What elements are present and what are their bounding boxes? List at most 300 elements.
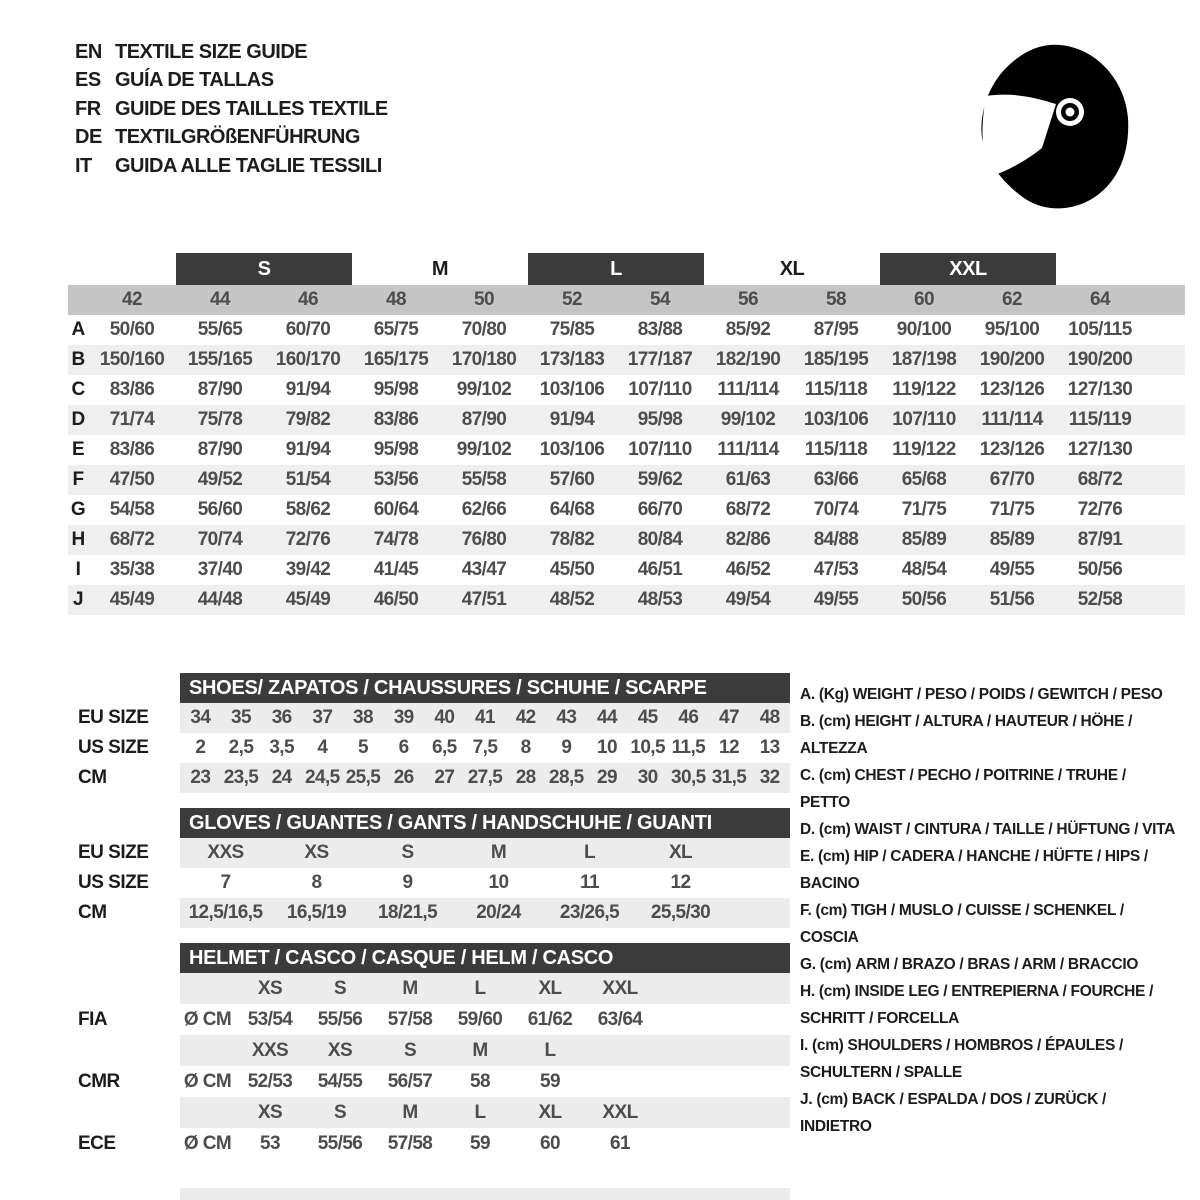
size-value-cell: 83/86 <box>109 379 155 400</box>
shoes-value-cell: 42 <box>515 707 536 728</box>
legend-key: G. <box>800 956 816 973</box>
size-value-cell: 46/50 <box>373 589 419 610</box>
shoes-value-cell: 10,5 <box>630 737 665 758</box>
shoes-size-section <box>68 673 790 793</box>
size-value-cell: 49/55 <box>989 559 1035 580</box>
size-value-cell: 60/64 <box>373 499 419 520</box>
legend-key: F. <box>800 902 812 919</box>
language-title: GUIDA ALLE TAGLIE TESSILI <box>115 154 382 177</box>
helmet-value-cell: 54/55 <box>317 1070 363 1092</box>
measurement-row-f <box>68 465 1185 495</box>
size-value-cell: 85/89 <box>901 529 947 550</box>
legend-key: D. <box>800 821 815 838</box>
helmet-value-cell <box>585 1035 655 1066</box>
size-value-cell: 84/88 <box>813 529 859 550</box>
helmet-row-values <box>180 1097 790 1128</box>
size-value-cell: 50/56 <box>901 589 947 610</box>
measurement-row-c <box>68 375 1185 405</box>
size-value-cell: 47/50 <box>109 469 155 490</box>
helmet-size-rows <box>68 973 790 1159</box>
diameter-label: Ø CM <box>183 1008 232 1030</box>
shoes-value-cell: 27,5 <box>467 767 503 788</box>
legend-item-c <box>800 762 1182 816</box>
size-value-cell: 187/198 <box>891 349 957 370</box>
gloves-row-values <box>180 868 790 898</box>
size-value-cell: 91/94 <box>285 439 331 460</box>
helmet-value-cell: 61/62 <box>527 1008 573 1030</box>
language-title-list <box>75 38 388 181</box>
shoes-value-cell: 45 <box>637 707 658 728</box>
size-value-cell: 83/86 <box>373 409 419 430</box>
size-value-cell: 103/106 <box>539 379 605 400</box>
helmet-value-cell: 56/57 <box>387 1070 433 1092</box>
legend-item-j <box>800 1086 1182 1140</box>
size-value-cell: 127/130 <box>1067 379 1133 400</box>
legend-item-d <box>800 816 1182 843</box>
size-column-header: 60 <box>914 289 934 310</box>
shoes-value-cell: 24 <box>271 767 292 788</box>
size-value-cell: 70/74 <box>197 529 243 550</box>
row-letter: C <box>71 379 85 400</box>
size-value-cell: 76/80 <box>461 529 507 550</box>
size-value-cell: 49/52 <box>197 469 243 490</box>
standard-label <box>68 1035 180 1066</box>
measurement-row-i <box>68 555 1185 585</box>
size-group-label-s: S <box>176 253 352 285</box>
legend-unit: (cm) <box>818 713 851 730</box>
helmet-value-cell: L <box>544 1039 556 1061</box>
size-value-cell: 95/98 <box>637 409 683 430</box>
size-value-cell: 95/98 <box>373 439 419 460</box>
shoes-value-cell: 43 <box>556 707 577 728</box>
helmet-value-cell: 53 <box>260 1132 280 1154</box>
size-value-cell: 55/65 <box>197 319 243 340</box>
size-value-cell: 71/75 <box>989 499 1035 520</box>
language-row <box>75 67 388 96</box>
gloves-value-cell: 20/24 <box>476 902 521 923</box>
size-value-cell: 185/195 <box>803 349 869 370</box>
gloves-row-values <box>180 898 790 928</box>
size-column-header: 52 <box>562 289 582 310</box>
size-value-cell: 111/114 <box>717 379 779 400</box>
row-letter: I <box>75 559 81 580</box>
shoes-value-cell: 13 <box>759 737 780 758</box>
shoes-value-cell: 12 <box>719 737 739 758</box>
legend-key: B. <box>800 713 815 730</box>
helmet-sizes-row <box>68 973 790 1004</box>
size-value-cell: 127/130 <box>1067 439 1133 460</box>
shoes-value-cell: 26 <box>393 767 414 788</box>
diameter-label <box>180 1097 235 1128</box>
size-value-cell: 165/175 <box>363 349 429 370</box>
size-value-cell: 64/68 <box>549 499 595 520</box>
size-value-cell: 111/114 <box>981 409 1043 430</box>
corner-cell <box>68 285 88 315</box>
size-value-cell: 99/102 <box>456 379 512 400</box>
size-value-cell: 87/91 <box>1077 529 1123 550</box>
size-value-cell: 75/85 <box>549 319 595 340</box>
language-title: GUIDE DES TAILLES TEXTILE <box>115 97 388 120</box>
helmet-value-cell: 55/56 <box>317 1008 363 1030</box>
legend-text: HEIGHT / ALTURA / HAUTEUR / HÖHE / ALTEZZA <box>800 713 1133 757</box>
gloves-section-title: GLOVES / GUANTES / GANTS / HANDSCHUHE / GUANTI <box>180 808 790 838</box>
helmet-value-cell: XL <box>538 1101 562 1123</box>
gloves-value-cell: L <box>583 842 595 863</box>
standard-label: ECE <box>78 1132 116 1154</box>
size-value-cell: 68/72 <box>109 529 155 550</box>
gloves-value-cell: 8 <box>311 872 322 893</box>
row-letter: F <box>72 469 84 490</box>
size-value-cell: 71/74 <box>109 409 155 430</box>
language-row <box>75 152 388 181</box>
legend-item-e <box>800 843 1182 897</box>
language-code: ES <box>75 69 101 92</box>
size-column-header: 50 <box>474 289 494 310</box>
helmet-value-cell: S <box>403 1039 417 1061</box>
helmet-row-values <box>180 1035 790 1066</box>
shoes-row <box>68 733 790 763</box>
helmet-section-title: HELMET / CASCO / CASQUE / HELM / CASCO <box>180 943 790 973</box>
helmet-value-cell: 61 <box>610 1132 630 1154</box>
shoes-value-cell: 11,5 <box>671 737 706 758</box>
measurement-row-e <box>68 435 1185 465</box>
size-value-cell: 82/86 <box>725 529 771 550</box>
legend-unit: (cm) <box>812 1037 844 1054</box>
size-column-header: 46 <box>298 289 318 310</box>
size-column-header: 56 <box>738 289 758 310</box>
helmet-value-cell: 57/58 <box>387 1008 433 1030</box>
standard-label: CMR <box>78 1070 120 1092</box>
shoes-size-rows <box>68 703 790 793</box>
helmet-row-values <box>180 973 790 1004</box>
size-group-label-xl: XL <box>779 257 805 280</box>
size-group-label-l: L <box>528 253 704 285</box>
size-value-cell: 47/51 <box>461 589 507 610</box>
language-row <box>75 38 388 67</box>
gloves-row <box>68 838 790 868</box>
language-title: GUÍA DE TALLAS <box>115 69 274 92</box>
size-value-cell: 103/106 <box>803 409 869 430</box>
size-value-cell: 66/70 <box>637 499 683 520</box>
size-value-cell: 70/80 <box>461 319 507 340</box>
helmet-size-section <box>68 943 790 1159</box>
size-value-cell: 107/110 <box>628 439 692 460</box>
legend-unit: (cm) <box>819 956 852 973</box>
legend-unit: (cm) <box>818 821 851 838</box>
size-value-cell: 48/54 <box>901 559 947 580</box>
gloves-size-section <box>68 808 790 928</box>
size-value-cell: 91/94 <box>549 409 595 430</box>
helmet-value-cell: S <box>333 977 347 999</box>
shoes-value-cell: 30,5 <box>671 767 706 788</box>
size-value-cell: 49/54 <box>725 589 771 610</box>
standard-label <box>68 973 180 1004</box>
size-value-cell: 48/52 <box>549 589 595 610</box>
gloves-value-cell: XXS <box>207 842 244 863</box>
size-group-band <box>68 253 1185 285</box>
shoes-value-cell: 27 <box>434 767 455 788</box>
legend-key: E. <box>800 848 815 865</box>
row-letter: E <box>71 439 85 460</box>
size-column-header: 44 <box>210 289 230 310</box>
size-value-cell: 59/62 <box>637 469 683 490</box>
size-value-cell: 83/86 <box>109 439 155 460</box>
legend-item-g <box>800 951 1182 978</box>
size-value-cell: 119/122 <box>892 379 956 400</box>
helmet-value-cell: L <box>474 977 486 999</box>
size-value-cell: 83/88 <box>637 319 683 340</box>
measurement-row-a <box>68 315 1185 345</box>
legend-key: C. <box>800 767 815 784</box>
shoes-value-cell: 34 <box>190 707 211 728</box>
size-value-cell: 57/60 <box>549 469 595 490</box>
size-value-cell: 65/68 <box>901 469 947 490</box>
size-number-row <box>68 285 1185 315</box>
size-value-cell: 173/183 <box>539 349 605 370</box>
shoes-value-cell: 4 <box>317 737 328 758</box>
gloves-value-cell: M <box>490 842 507 863</box>
size-value-cell: 68/72 <box>725 499 771 520</box>
size-value-cell: 155/165 <box>187 349 253 370</box>
gloves-value-cell: 7 <box>220 872 231 893</box>
size-group-label-xxl: XXL <box>880 253 1056 285</box>
legend-text: WAIST / CINTURA / TAILLE / HÜFTUNG / VITA <box>854 821 1176 838</box>
shoes-value-cell: 30 <box>637 767 658 788</box>
legend-unit: (cm) <box>815 902 847 919</box>
shoes-value-cell: 8 <box>520 737 531 758</box>
size-value-cell: 37/40 <box>197 559 243 580</box>
legend-item-i <box>800 1032 1182 1086</box>
legend-text: SHOULDERS / HOMBROS / ÉPAULES / SCHULTERN / SPALLE <box>800 1037 1124 1081</box>
size-value-cell: 182/190 <box>715 349 781 370</box>
helmet-value-cell: M <box>402 977 418 999</box>
shoes-row <box>68 703 790 733</box>
shoes-row-values <box>180 733 790 763</box>
size-value-cell: 99/102 <box>456 439 512 460</box>
shoes-value-cell: 46 <box>678 707 699 728</box>
helmet-standard-row-ece <box>68 1128 790 1159</box>
size-value-cell: 80/84 <box>637 529 683 550</box>
size-value-cell: 45/49 <box>109 589 155 610</box>
size-column-header: 64 <box>1090 289 1110 310</box>
size-value-cell: 87/90 <box>197 439 243 460</box>
bottom-gray-strip <box>180 1188 790 1200</box>
legend-text: CHEST / PECHO / POITRINE / TRUHE / PETTO <box>800 767 1126 811</box>
size-value-cell: 78/82 <box>549 529 595 550</box>
size-value-cell: 53/56 <box>373 469 419 490</box>
helmet-value-cell: XXS <box>251 1039 289 1061</box>
gloves-value-cell: XS <box>304 842 329 863</box>
measurement-legend <box>800 681 1182 1140</box>
side-label: CM <box>78 902 107 923</box>
size-value-cell: 45/49 <box>285 589 331 610</box>
size-value-cell: 72/76 <box>1077 499 1123 520</box>
size-value-cell: 39/42 <box>285 559 331 580</box>
size-value-cell: 46/51 <box>637 559 683 580</box>
helmet-value-cell: M <box>402 1101 418 1123</box>
shoes-value-cell: 2 <box>195 737 206 758</box>
measurement-row-b <box>68 345 1185 375</box>
language-title: TEXTILE SIZE GUIDE <box>115 40 308 63</box>
size-value-cell: 170/180 <box>451 349 517 370</box>
shoes-value-cell: 38 <box>353 707 373 728</box>
shoes-value-cell: 31,5 <box>711 767 747 788</box>
legend-text: ARM / BRAZO / BRAS / ARM / BRACCIO <box>855 956 1139 973</box>
helmet-value-cell <box>585 1066 655 1097</box>
legend-key: H. <box>800 983 815 1000</box>
legend-unit: (cm) <box>816 1091 848 1108</box>
size-value-cell: 47/53 <box>813 559 859 580</box>
helmet-value-cell: S <box>333 1101 347 1123</box>
shoes-value-cell: 7,5 <box>472 737 498 758</box>
shoes-value-cell: 6 <box>398 737 409 758</box>
side-label: US SIZE <box>78 737 149 758</box>
size-value-cell: 62/66 <box>461 499 507 520</box>
legend-text: INSIDE LEG / ENTREPIERNA / FOURCHE / SCHRITT / FORCELLA <box>800 983 1154 1027</box>
size-value-cell: 61/63 <box>725 469 771 490</box>
helmet-value-cell: 59 <box>470 1132 490 1154</box>
helmet-value-cell: 59 <box>540 1070 560 1092</box>
shoes-value-cell: 41 <box>475 707 495 728</box>
helmet-value-cell: XXL <box>602 1101 638 1123</box>
shoes-value-cell: 24,5 <box>305 767 340 788</box>
shoes-value-cell: 28 <box>515 767 536 788</box>
helmet-standard-row-cmr <box>68 1066 790 1097</box>
shoes-row-values <box>180 703 790 733</box>
helmet-value-cell: XS <box>327 1039 353 1061</box>
size-value-cell: 99/102 <box>720 409 776 430</box>
size-value-cell: 50/56 <box>1077 559 1123 580</box>
size-value-cell: 56/60 <box>197 499 243 520</box>
helmet-value-cell: 63/64 <box>597 1008 643 1030</box>
size-value-cell: 95/100 <box>984 319 1040 340</box>
shoes-value-cell: 5 <box>358 737 368 758</box>
size-value-cell: 65/75 <box>373 319 419 340</box>
measurement-row-d <box>68 405 1185 435</box>
size-value-cell: 67/70 <box>989 469 1035 490</box>
size-value-cell: 49/55 <box>813 589 859 610</box>
shoes-value-cell: 44 <box>597 707 617 728</box>
size-value-cell: 123/126 <box>979 439 1045 460</box>
size-value-cell: 87/95 <box>813 319 859 340</box>
size-value-cell: 44/48 <box>197 589 243 610</box>
size-value-cell: 68/72 <box>1077 469 1123 490</box>
shoes-value-cell: 48 <box>759 707 780 728</box>
helmet-row-values <box>180 1066 790 1097</box>
shoes-value-cell: 32 <box>759 767 780 788</box>
diameter-label <box>180 1035 235 1066</box>
side-label: CM <box>78 767 107 788</box>
gloves-value-cell: S <box>401 842 414 863</box>
shoes-section-title: SHOES/ ZAPATOS / CHAUSSURES / SCHUHE / SCARPE <box>180 673 790 703</box>
shoes-value-cell: 6,5 <box>432 737 457 758</box>
measurement-row-g <box>68 495 1185 525</box>
legend-key: J. <box>800 1091 813 1108</box>
gloves-value-cell: 9 <box>402 872 413 893</box>
racing-helmet-icon <box>978 42 1133 212</box>
row-letter: B <box>71 349 85 370</box>
shoes-value-cell: 10 <box>597 737 617 758</box>
size-value-cell: 55/58 <box>461 469 507 490</box>
helmet-value-cell: 55/56 <box>317 1132 363 1154</box>
size-value-cell: 91/94 <box>285 379 331 400</box>
shoes-value-cell: 3,5 <box>269 737 294 758</box>
shoes-value-cell: 29 <box>597 767 617 788</box>
side-label: US SIZE <box>78 872 149 893</box>
legend-unit: (Kg) <box>818 686 849 703</box>
helmet-value-cell: 60 <box>540 1132 560 1154</box>
size-value-cell: 177/187 <box>627 349 693 370</box>
gloves-value-cell: XL <box>668 842 693 863</box>
gloves-value-cell: 23/26,5 <box>559 902 620 923</box>
legend-text: TIGH / MUSLO / CUISSE / SCHENKEL / COSCIA <box>800 902 1124 946</box>
shoes-value-cell: 47 <box>719 707 739 728</box>
gloves-row <box>68 898 790 928</box>
shoes-row-values <box>180 763 790 793</box>
shoes-value-cell: 36 <box>271 707 292 728</box>
gloves-size-rows <box>68 838 790 928</box>
measurement-row-h <box>68 525 1185 555</box>
shoes-value-cell: 40 <box>434 707 455 728</box>
row-letter: J <box>73 589 83 610</box>
size-value-cell: 105/115 <box>1068 319 1132 340</box>
helmet-row-values <box>180 1128 790 1159</box>
gloves-value-cell: 12,5/16,5 <box>188 902 263 923</box>
size-value-cell: 51/54 <box>285 469 331 490</box>
helmet-value-cell: M <box>472 1039 488 1061</box>
row-letter: H <box>71 529 85 550</box>
shoes-value-cell: 9 <box>561 737 572 758</box>
shoes-value-cell: 39 <box>393 707 414 728</box>
helmet-value-cell: 59/60 <box>457 1008 503 1030</box>
shoes-value-cell: 35 <box>231 707 251 728</box>
size-value-cell: 103/106 <box>539 439 605 460</box>
size-value-cell: 46/52 <box>725 559 771 580</box>
size-value-cell: 71/75 <box>901 499 947 520</box>
size-value-cell: 35/38 <box>109 559 155 580</box>
helmet-value-cell: XS <box>257 977 283 999</box>
size-value-cell: 45/50 <box>549 559 595 580</box>
size-group-label-m: M <box>431 257 449 280</box>
measurement-row-j <box>68 585 1185 615</box>
size-value-cell: 87/90 <box>197 379 243 400</box>
size-column-header: 62 <box>1002 289 1022 310</box>
helmet-value-cell: 53/54 <box>247 1008 293 1030</box>
size-value-cell: 115/119 <box>1068 409 1132 430</box>
legend-item-f <box>800 897 1182 951</box>
size-value-cell: 48/53 <box>637 589 683 610</box>
size-value-cell: 90/100 <box>896 319 952 340</box>
size-column-header: 42 <box>122 289 142 310</box>
size-value-cell: 123/126 <box>979 379 1045 400</box>
size-value-cell: 43/47 <box>461 559 507 580</box>
diameter-label <box>180 973 235 1004</box>
size-value-cell: 60/70 <box>285 319 331 340</box>
helmet-value-cell: 52/53 <box>247 1070 293 1092</box>
helmet-sizes-row <box>68 1097 790 1128</box>
size-value-cell: 63/66 <box>813 469 859 490</box>
gloves-value-cell: 18/21,5 <box>377 902 438 923</box>
side-label: EU SIZE <box>78 842 149 863</box>
size-value-cell: 190/200 <box>1067 349 1133 370</box>
size-value-cell: 115/118 <box>804 439 868 460</box>
legend-text: WEIGHT / PESO / POIDS / GEWITCH / PESO <box>852 686 1163 703</box>
size-value-cell: 54/58 <box>109 499 155 520</box>
size-value-cell: 74/78 <box>373 529 419 550</box>
helmet-value-cell: XXL <box>602 977 638 999</box>
size-value-cell: 150/160 <box>99 349 165 370</box>
shoes-value-cell: 28,5 <box>549 767 584 788</box>
